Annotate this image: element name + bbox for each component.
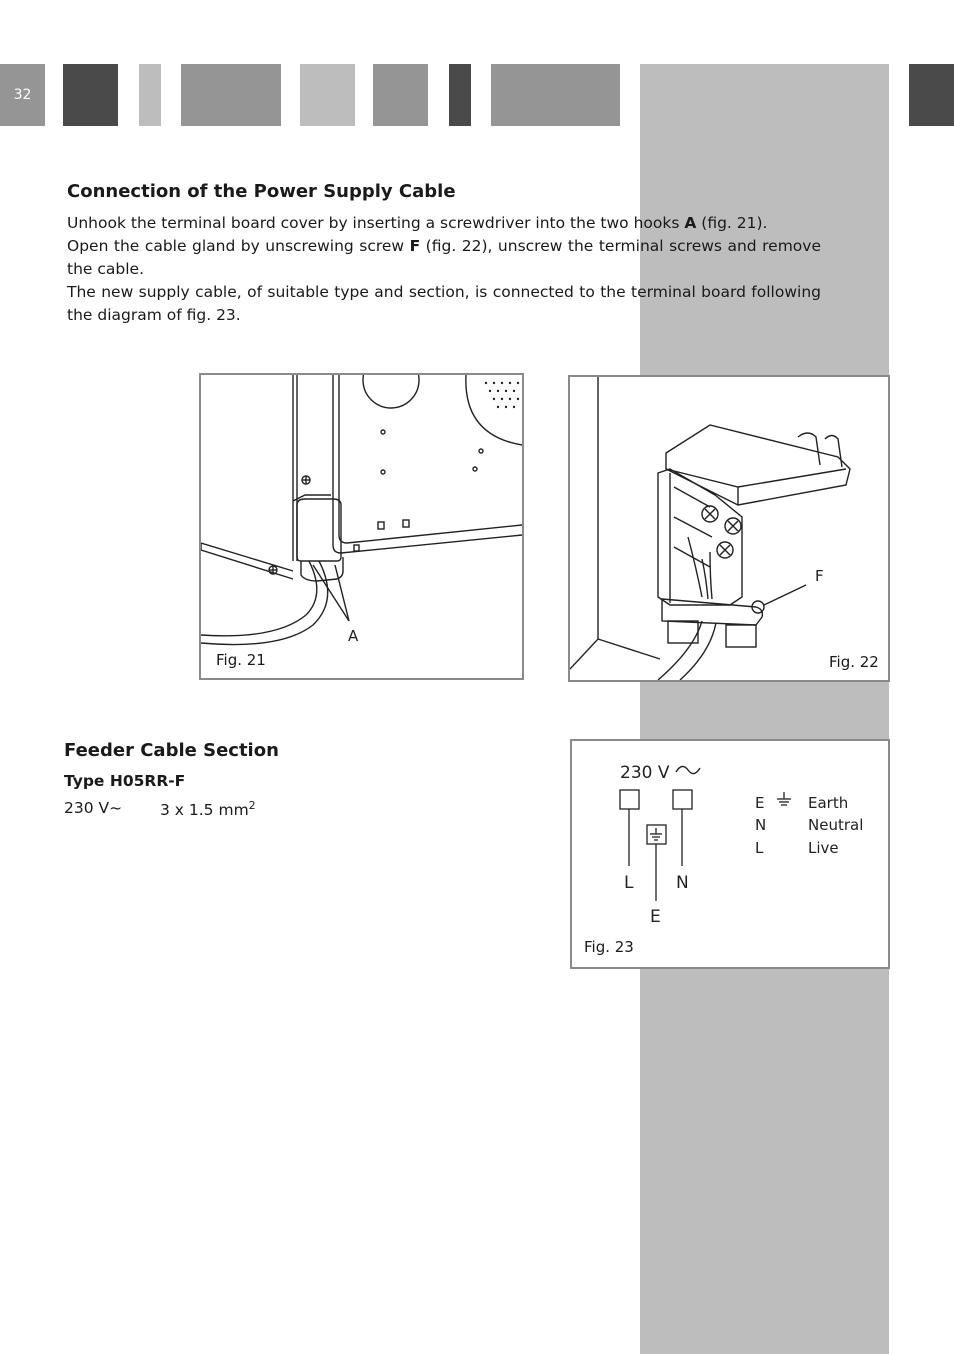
cable-type: Type H05RR-F (64, 772, 186, 790)
paragraph-cable-gland (67, 235, 821, 281)
cable-section (160, 799, 256, 819)
section-title-power-cable: Connection of the Power Supply Cable (67, 181, 456, 202)
paragraph-new-cable: The new supply cable, of suitable type and section, is connected to the terminal board following the diagram of fig. 23. (67, 283, 821, 324)
figure-22-label: Fig. 22 (829, 653, 879, 671)
legend-name: Neutral (808, 816, 864, 834)
figure-22 (568, 375, 890, 682)
text: Unhook the terminal board cover by inserting a screwdriver into the two hooks (67, 214, 685, 232)
figure-21-label: Fig. 21 (216, 651, 266, 669)
paragraph-unhook (67, 212, 821, 235)
figure-21 (199, 373, 524, 680)
text: Open the cable gland by unscrewing screw (67, 237, 410, 255)
label-e: E (650, 907, 661, 927)
header-block (300, 64, 355, 126)
figure-23-label: Fig. 23 (584, 938, 634, 956)
legend-name: Earth (808, 794, 849, 812)
section-exponent: 2 (248, 799, 256, 812)
callout-f: F (815, 567, 824, 585)
section-value: 3 x 1.5 mm (160, 801, 249, 820)
header-block (640, 64, 889, 126)
label-n: N (676, 873, 689, 893)
ac-symbol (676, 766, 700, 773)
callout-a: A (348, 627, 359, 645)
legend-code: E (755, 794, 765, 812)
bold-callout: F (409, 237, 421, 255)
bold-callout: A (684, 214, 697, 232)
earth-icon (777, 792, 791, 805)
figure-22-illustration (570, 377, 888, 680)
figure-21-illustration (201, 375, 522, 678)
terminal-l-box (620, 790, 639, 809)
diagram-voltage: 230 V (620, 763, 670, 783)
header-block (491, 64, 620, 126)
page-number: 32 (0, 64, 45, 126)
legend-code: N (755, 816, 767, 834)
legend-name: Live (808, 839, 839, 857)
label-l: L (624, 873, 634, 893)
text: (fig. 21). (696, 214, 768, 232)
text: (fig. 22), unscrew the terminal screws and remove the cable. (67, 237, 821, 278)
header-block (139, 64, 161, 126)
header-block (181, 64, 281, 126)
header-block (63, 64, 118, 126)
section-title-feeder-cable: Feeder Cable Section (64, 740, 279, 761)
figure-23 (570, 739, 890, 969)
header-block (909, 64, 954, 126)
cable-voltage: 230 V~ (64, 799, 123, 817)
figure-23-diagram (572, 741, 888, 967)
header-block (449, 64, 471, 126)
legend-code: L (755, 839, 764, 857)
header-block (373, 64, 428, 126)
terminal-n-box (673, 790, 692, 809)
